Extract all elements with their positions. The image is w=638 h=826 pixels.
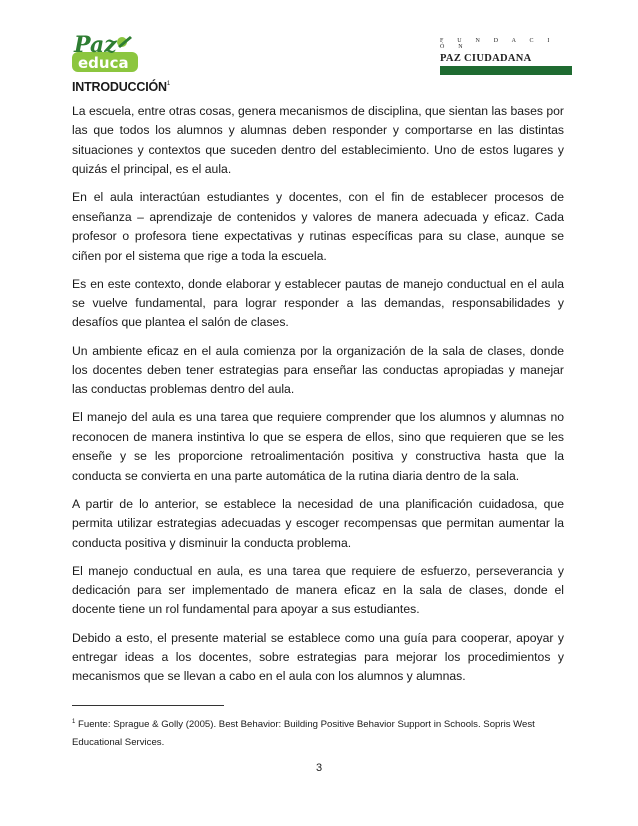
fundacion-paz-ciudadana-logo — [440, 38, 572, 70]
heading-footnote-ref: 1 — [166, 80, 170, 87]
footnote-divider — [72, 705, 224, 706]
logo-fundacion-text: F U N D A C I Ó N — [440, 38, 556, 50]
paragraph-3: Es en este contexto, donde elaborar y establecer pautas de manejo conductual en el aula se vuelve fundamental, para lograr responder a las demandas, responsabilidades y desafíos que plantea el salón de clases. — [72, 276, 564, 330]
document-body — [72, 80, 564, 695]
logo-org-name: PAZ CIUDADANA — [440, 53, 532, 64]
paragraph-4: Un ambiente eficaz en el aula comienza por la organización de la sala de clases, donde los docentes deben tener estrategias para enseñar las conductas apropiadas y manejar las conductas problemas dentro del aula. — [72, 343, 564, 397]
paragraph-2: En el aula interactúan estudiantes y docentes, con el fin de establecer procesos de enseñanza – aprendizaje de contenidos y valores de manera adecuada y eficaz. Cada profesor o profesora tiene expectativas y rutinas específicas para su clase, aunque se ciñen por el sistema que rige a toda la escuela. — [72, 190, 564, 263]
section-heading — [72, 80, 564, 94]
footnote-number: 1 — [72, 719, 76, 725]
paragraph-8: Debido a esto, el presente material se establece como una guía para cooperar, apoyar y entregar ideas a los docentes, sobre estrategias para mejorar los procedimientos y mecanismos que se llevan a cabo en el aula con los alumnos y alumnas. — [72, 630, 564, 684]
paz-educa-logo — [72, 30, 142, 74]
paragraph-6: A partir de lo anterior, se establece la necesidad de una planificación cuidadosa, que permita utilizar estrategias adecuadas y escoger recompensas que permitan aumentar la conducta positiva y disminuir la conducta problema. — [72, 496, 564, 550]
paragraph-5: El manejo del aula es una tarea que requiere comprender que los alumnos y alumnas no reconocen de manera instintiva lo que se espera de ellos, sino que requieren que se les enseñe y se les proporcione retroalimentación positiva y constructiva hasta que la conducta se convierta en una parte automática de la rutina diaria dentro de la sala. — [72, 410, 564, 483]
logo-green-bar — [440, 66, 572, 75]
page-number: 3 — [315, 762, 323, 774]
paragraph-7: El manejo conductual en aula, es una tarea que requiere de esfuerzo, perseverancia y dedicación para ser implementado de manera eficaz en la sala de clases, donde el docente tiene un rol fundamental para apoyar a sus estudiantes. — [72, 563, 564, 617]
logo-word-top: Paz — [74, 32, 117, 58]
paragraph-1: La escuela, entre otras cosas, genera mecanismos de disciplina, que sientan las bases por las que todos los alumnos y alumnas deben responder y comportarse en las distintas situaciones y contextos que suceden dentro del establecimiento. Uno de estos lugares y quizás el principal, es el aula. — [72, 104, 564, 177]
footnote-text: Fuente: Sprague & Golly (2005). Best Behavior: Building Positive Behavior Support in Schools. Sopris West Educational Services. — [72, 719, 535, 749]
heading-title: INTRODUCCIÓN — [72, 80, 167, 94]
logo-word-bottom: educa — [78, 54, 129, 72]
footnote — [72, 713, 564, 752]
